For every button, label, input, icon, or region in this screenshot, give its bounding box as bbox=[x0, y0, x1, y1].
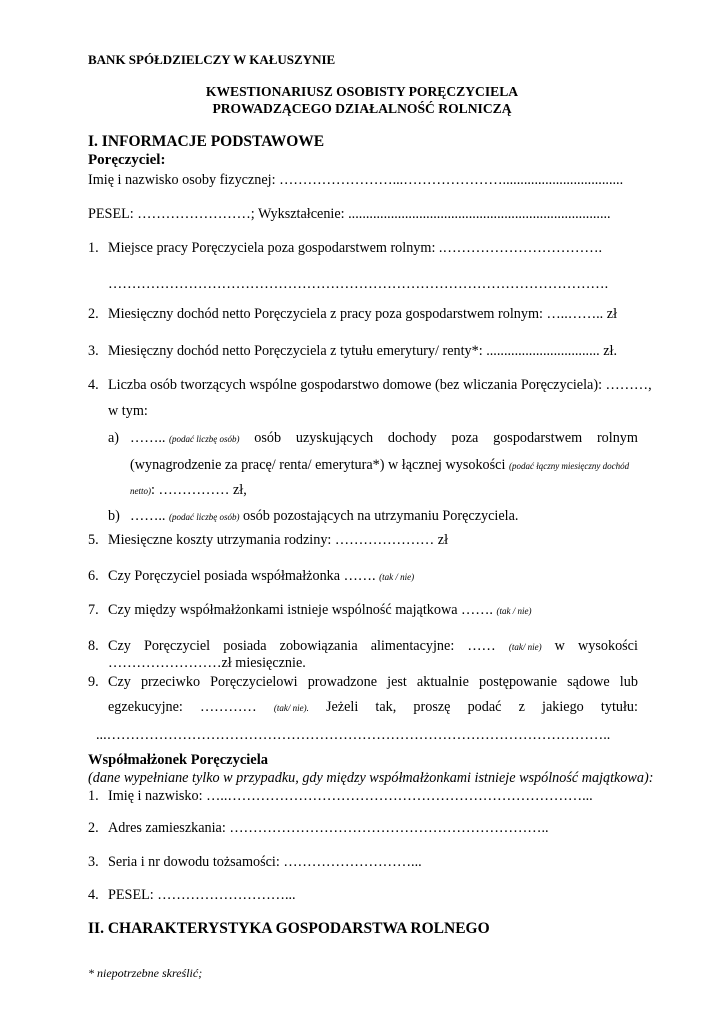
bank-name: BANK SPÓŁDZIELCZY W KAŁUSZYNIE bbox=[88, 52, 336, 67]
work-income-question: Miesięczny dochód netto Poręczyciela z pracy poza gospodarstwem rolnym: …..…….. zł bbox=[108, 306, 618, 322]
pesel-education-line: PESEL: ……………………; Wykształcenie: .......................................................................... bbox=[88, 206, 611, 222]
spouse-address-field: Adres zamieszkania: ………………………………………………………….. bbox=[108, 820, 549, 836]
spouse-heading: Współmałżonek Poręczyciela bbox=[88, 752, 268, 768]
spouse-id-field: Seria i nr dowodu tożsamości: ………………………... bbox=[108, 854, 422, 870]
item-number: 1. bbox=[88, 788, 99, 804]
hint-yes-no: (tak / nie) bbox=[496, 606, 532, 616]
item-number: 6. bbox=[88, 568, 99, 584]
item-number: 5. bbox=[88, 532, 99, 548]
item-number: 4. bbox=[88, 887, 99, 903]
footnote: * niepotrzebne skreślić; bbox=[88, 966, 203, 980]
sub-item-label: a) bbox=[108, 430, 120, 446]
alimony-question: Czy Poręczyciel posiada zobowiązania alimentacyjne: …… (tak/ nie) w wysokości bbox=[108, 638, 638, 654]
household-count-question: Liczba osób tworzących wspólne gospodarstwo domowe (bez wliczania Poręczyciela): ………, bbox=[108, 377, 652, 393]
hint-total-income: (podać łączny miesięczny dochód bbox=[508, 461, 630, 471]
item-number: 1. bbox=[88, 240, 99, 256]
hint-number-of-persons: (podać liczbę osób) bbox=[169, 512, 240, 522]
earners-line: …….. (podać liczbę osób) osób uzyskujących dochody poza gospodarstwem rolnym bbox=[130, 430, 638, 446]
family-costs-question: Miesięczne koszty utrzymania rodziny: ………………… zł bbox=[108, 532, 449, 548]
joint-property-question: Czy między współmałżonkami istnieje wspólność majątkowa ……. (tak / nie) bbox=[108, 602, 532, 618]
workplace-question: Miejsce pracy Poręczyciela poza gospodarstwem rolnym: .……………………………. bbox=[108, 240, 603, 256]
hint-yes-no: (tak/ nie). bbox=[273, 703, 309, 713]
name-field-line: Imię i nazwisko osoby fizycznej: ……………………...………………….................................. bbox=[88, 172, 624, 188]
sub-item-label: b) bbox=[108, 508, 120, 524]
dependents-line: …….. (podać liczbę osób) osób pozostających na utrzymaniu Poręczyciela. bbox=[130, 508, 519, 524]
earners-income-line: (wynagrodzenie za pracę/ renta/ emerytura*) w łącznej wysokości (podać łączny miesięczny dochód bbox=[130, 457, 630, 473]
item-number: 9. bbox=[88, 674, 99, 690]
in-that-label: w tym: bbox=[108, 403, 148, 419]
item-number: 8. bbox=[88, 638, 99, 654]
item-number: 2. bbox=[88, 820, 99, 836]
court-proceedings-question: Czy przeciwko Poręczycielowi prowadzone jest aktualnie postępowanie sądowe lub bbox=[108, 674, 638, 690]
workplace-continuation: ……………………………………………………………………………………………. bbox=[108, 276, 609, 292]
section1-heading: I. INFORMACJE PODSTAWOWE bbox=[88, 133, 325, 150]
item-number: 3. bbox=[88, 343, 99, 359]
pension-income-question: Miesięczny dochód netto Poręczyciela z tytułu emerytury/ renty*: ................................ zł. bbox=[108, 343, 618, 359]
hint-number-of-persons: (podać liczbę osób) bbox=[169, 434, 240, 444]
spouse-question: Czy Poręczyciel posiada współmałżonka ……. (tak / nie) bbox=[108, 568, 415, 584]
spouse-name-field: Imię i nazwisko: …..…………………………………………………………………... bbox=[108, 788, 593, 804]
earners-income-amount: netto): …………… zł, bbox=[130, 482, 247, 498]
item-number: 4. bbox=[88, 377, 99, 393]
spouse-note: (dane wypełniane tylko w przypadku, gdy między współmałżonkami istnieje wspólność majątkowa): bbox=[88, 770, 654, 786]
item-number: 3. bbox=[88, 854, 99, 870]
hint-yes-no: (tak / nie) bbox=[379, 572, 415, 582]
form-title-line2: PROWADZĄCEGO DZIAŁALNOŚĆ ROLNICZĄ bbox=[212, 101, 512, 116]
court-proceedings-continuation: ...…………………………………………………………………………………………….. bbox=[96, 727, 611, 743]
hint-yes-no: (tak/ nie) bbox=[508, 642, 542, 652]
item-number: 2. bbox=[88, 306, 99, 322]
alimony-amount-line: ……………………zł miesięcznie. bbox=[108, 655, 306, 671]
form-title-line1: KWESTIONARIUSZ OSOBISTY PORĘCZYCIELA bbox=[205, 84, 519, 99]
section2-heading: II. CHARAKTERYSTYKA GOSPODARSTWA ROLNEGO bbox=[88, 920, 490, 937]
court-proceedings-line2: egzekucyjne: ………… (tak/ nie). Jeżeli tak, proszę podać z jakiego tytułu: bbox=[108, 699, 638, 715]
item-number: 7. bbox=[88, 602, 99, 618]
spouse-pesel-field: PESEL: ………………………... bbox=[108, 887, 296, 903]
guarantor-subheading: Poręczyciel: bbox=[88, 152, 166, 168]
